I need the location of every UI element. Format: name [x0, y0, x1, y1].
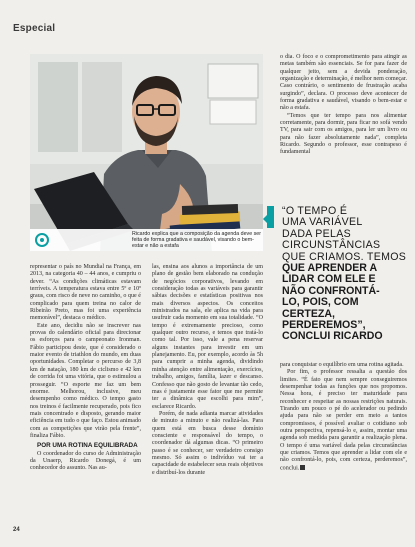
paragraph: para conquistar o equilíbrio em uma rotina agitada.: [280, 362, 404, 368]
quote-accent-arrow: [263, 214, 268, 224]
paragraph: O coordenador do curso de Administração da Unaerp, Ricardo Donegá, é um conhecedor do assunto. Nas au-: [30, 450, 141, 472]
pull-quote-bold-line: LO, POIS, COM: [282, 296, 359, 309]
paragraph: representar o país no Mundial na França, em 2013, na categoria 40 – 44 anos, e cumpriu o dever. “As condições climáticas estavam terríveis. A temperatura estava entre 5º e 10º graus, com risco de neve no caminho, o que é complicado para quem treina no calor de Ribeirão Preto, mas foi uma experiência memorável”, destaca o médico.: [30, 264, 141, 322]
section-label: Especial: [13, 23, 56, 34]
pull-quote: [282, 206, 407, 343]
article-column-3: [280, 362, 407, 473]
camera-icon: [35, 233, 49, 247]
pull-quote-bold-line: CERTEZA,: [282, 307, 335, 320]
pull-quote-line: “O TEMPO É: [282, 205, 348, 217]
pull-quote-bold-line: QUE APRENDER A: [282, 262, 378, 275]
pull-quote-bold-line: NÃO CONFRONTÁ-: [282, 284, 380, 297]
pull-quote-line: QUE CRIAMOS. TEMOS: [282, 250, 407, 263]
photo-caption: Ricardo explica que a composição da agenda deve ser feita de forma gradativa e saudável, visando o bem-estar e não a estafa: [132, 231, 261, 250]
paragraph: o dia. O foco e o comprometimento para atingir as metas também são essenciais. Se for para fazer de qualquer jeito, sem a devida ponderação, organização e determinação, é melhor nem começar. Caso contrário, o sentimento de frustração acaba surgindo”, declara. O processo deve acontecer de forma gradativa e saudável, visando o bem-estar e não a estafa.: [280, 54, 407, 112]
pull-quote-line: CIRCUNSTÂNCIAS: [282, 239, 381, 252]
subheading: POR UMA ROTINA EQUILIBRADA: [37, 442, 138, 450]
pull-quote-bold-line: PERDEREMOS”,: [282, 319, 366, 332]
pull-quote-bold-line: CONCLUI RICARDO: [282, 330, 383, 343]
article-column-1: [30, 264, 141, 473]
pull-quote-line: DADA PELAS: [282, 227, 351, 240]
paragraph: Porém, de nada adianta marcar atividades de minuto a minuto e não realizá-las. Para quem está em busca desse domínio consciente e responsável do tempo, o coordenador dá algumas dicas. “O primeiro passo é se conhecer, ser verdadeiro consigo mesmo. Só assim o indivíduo vai ter a capacidade de estabelecer seus reais objetivos e distribuí-los durante: [152, 410, 263, 476]
end-of-article-icon: [300, 465, 305, 470]
pull-quote-line: UMA VARIÁVEL: [282, 216, 363, 229]
page-number: 24: [13, 527, 20, 533]
paragraph: [280, 369, 407, 472]
photo-caption-box: [30, 229, 263, 251]
photo-illustration: [30, 54, 263, 251]
paragraph: “Temos que ter tempo para nos alimentar corretamente, para dormir, para ficar no sofá vendo TV, para sair com os amigos, para ler um livro ou para não fazer absolutamente nada”, completa Ricardo. Segundo o professor, esse contrapeso é fundamental: [280, 112, 407, 156]
paragraph: Este ano, decidiu não se inscrever nas provas do calendário oficial para direcionar os esforços para o campeonato Ironman. Fábio participou deste, que é considerado o maior evento de triathlon do mundo, em duas oportunidades. Completar o percurso de 3,8 km de natação, 180 km de ciclismo e 42 km de corrida foi uma vitória, que o estimulou a prosseguir. “O esporte me faz um bem enorme. Melhorou, inclusive, meu desempenho como médico. O tempo gasto nos treinos é facilmente recuperado, pois fico mais concentrado e disposto, gerando maior eficiência em tudo o que faço. Estou animado com as competições que virão pela frente”, finaliza Fábio.: [30, 322, 141, 439]
pull-quote-bold-line: LIDAR COM ELE E: [282, 273, 376, 286]
quote-accent-bar: [267, 206, 274, 228]
article-column-top-right: [280, 54, 407, 157]
paragraph-text: Por fim, o professor ressalta a questão dos limites. “É fato que nem sempre conseguiremos desempenhar todas as funções que nos propomos. Nessa hora, é preciso ter maturidade para reconhecer e respeitar as nossas restrições naturais. Tirando um pouco o pé do acelerador ou pedindo ajuda para não se perder em meio a tantos compromissos, é possível avaliar o cotidiano sob outra perspectiva, repensá-lo e, assim, montar uma agenda sob medida para garantir a realização plena. O tempo é uma variável dada pelas circunstâncias que criamos. Temos que aprender a lidar com ele e não confrontá-lo, pois, com certeza, perderemos”, conclui.: [280, 369, 407, 472]
paragraph: las, ensina aos alunos a importância de um plano de gestão bem elaborado na condução de negócios corporativos, levando em consideração todas as variáveis para garantir sábias decisões e estatísticas positivas nos mais diversos aspectos. Os conceitos ministrados na sala, ele aplica na vida para usufruir cada momento em sua totalidade. “O tempo é extremamente precioso, como qualquer outro recurso, e temos que tratá-lo como tal. Por isso, vale a pena reservar alguns instantes para investir em um planejamento. Eu, por exemplo, acordo às 5h para cumprir a minha agenda, dividindo minha atenção entre alimentação, exercícios, trabalho, amigos, família, lazer e descanso. Confesso que não gosto de levantar tão cedo, mas é justamente esse fator que me permite ter a dinâmica que escolhi para mim”, esclarece Ricardo.: [152, 264, 263, 410]
article-column-2: [152, 264, 263, 477]
article-photo: [30, 54, 263, 251]
